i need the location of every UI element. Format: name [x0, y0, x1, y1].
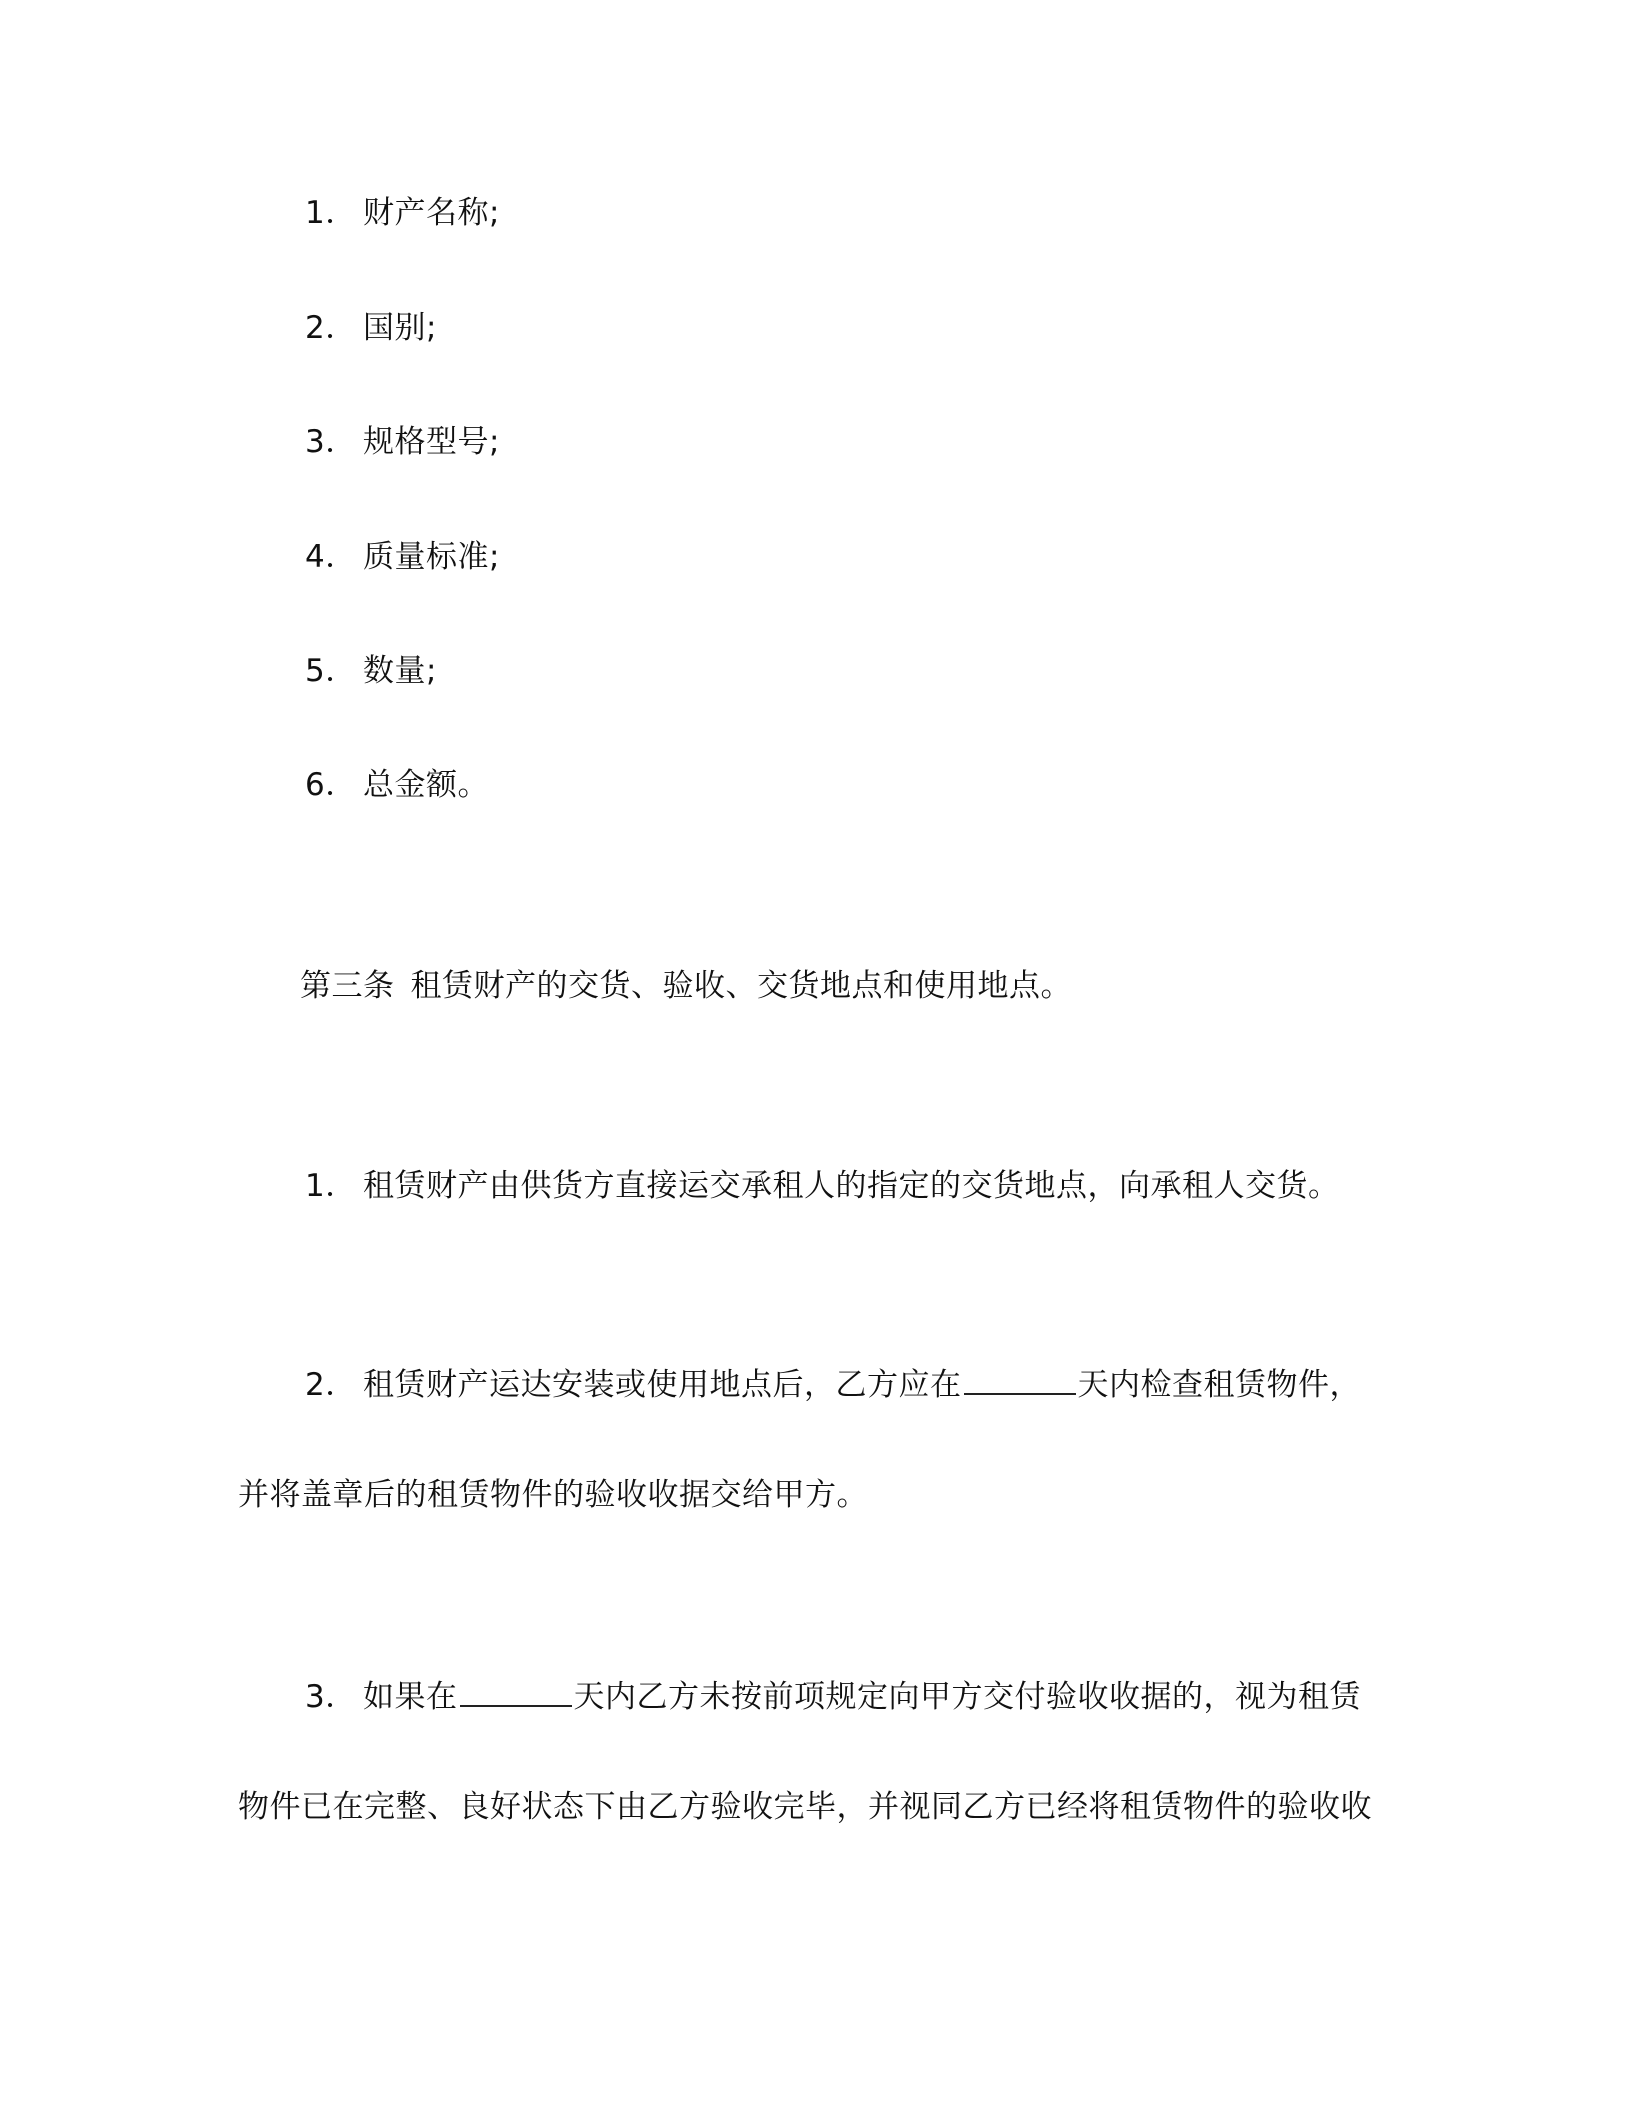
clause-number: 3． — [305, 1679, 357, 1715]
blank-days-field — [460, 1675, 572, 1707]
list-item — [305, 765, 489, 805]
clause-text-before: 租赁财产运达安装或使用地点后，乙方应在 — [363, 1367, 962, 1403]
clause-number: 2． — [305, 1367, 357, 1403]
item-number: 6． — [305, 767, 357, 803]
item-number: 5． — [305, 653, 357, 689]
clause-number: 1． — [305, 1168, 357, 1204]
item-number: 2． — [305, 310, 357, 346]
list-item — [305, 651, 437, 691]
item-text: 财产名称; — [363, 195, 500, 231]
clause-text-after: 天内乙方未按前项规定向甲方交付验收收据的，视为租赁 — [573, 1679, 1361, 1715]
item-text: 总金额。 — [363, 767, 489, 803]
clause-2-continuation — [238, 1475, 868, 1515]
clause-2 — [305, 1363, 1361, 1405]
article-title: 租赁财产的交货、验收、交货地点和使用地点。 — [410, 968, 1072, 1004]
clause-text: 物件已在完整、良好状态下由乙方验收完毕，并视同乙方已经将租赁物件的验收收 — [238, 1789, 1372, 1825]
item-text: 国别; — [363, 310, 437, 346]
item-number: 4． — [305, 539, 357, 575]
item-number: 1． — [305, 195, 357, 231]
clause-1 — [305, 1166, 1340, 1206]
blank-days-field — [964, 1363, 1076, 1395]
list-item — [305, 537, 500, 577]
list-item — [305, 193, 500, 233]
item-text: 规格型号; — [363, 424, 500, 460]
clause-text: 租赁财产由供货方直接运交承租人的指定的交货地点，向承租人交货。 — [363, 1168, 1340, 1204]
article-heading — [300, 966, 1072, 1006]
item-number: 3． — [305, 424, 357, 460]
clause-3 — [305, 1675, 1361, 1717]
article-label: 第三条 — [300, 968, 395, 1004]
clause-text-after: 天内检查租赁物件， — [1077, 1367, 1361, 1403]
clause-text: 并将盖章后的租赁物件的验收收据交给甲方。 — [238, 1477, 868, 1513]
item-text: 数量; — [363, 653, 437, 689]
clause-3-continuation — [238, 1787, 1372, 1827]
item-text: 质量标准; — [363, 539, 500, 575]
list-item — [305, 422, 500, 462]
clause-text-before: 如果在 — [363, 1679, 458, 1715]
list-item — [305, 308, 437, 348]
